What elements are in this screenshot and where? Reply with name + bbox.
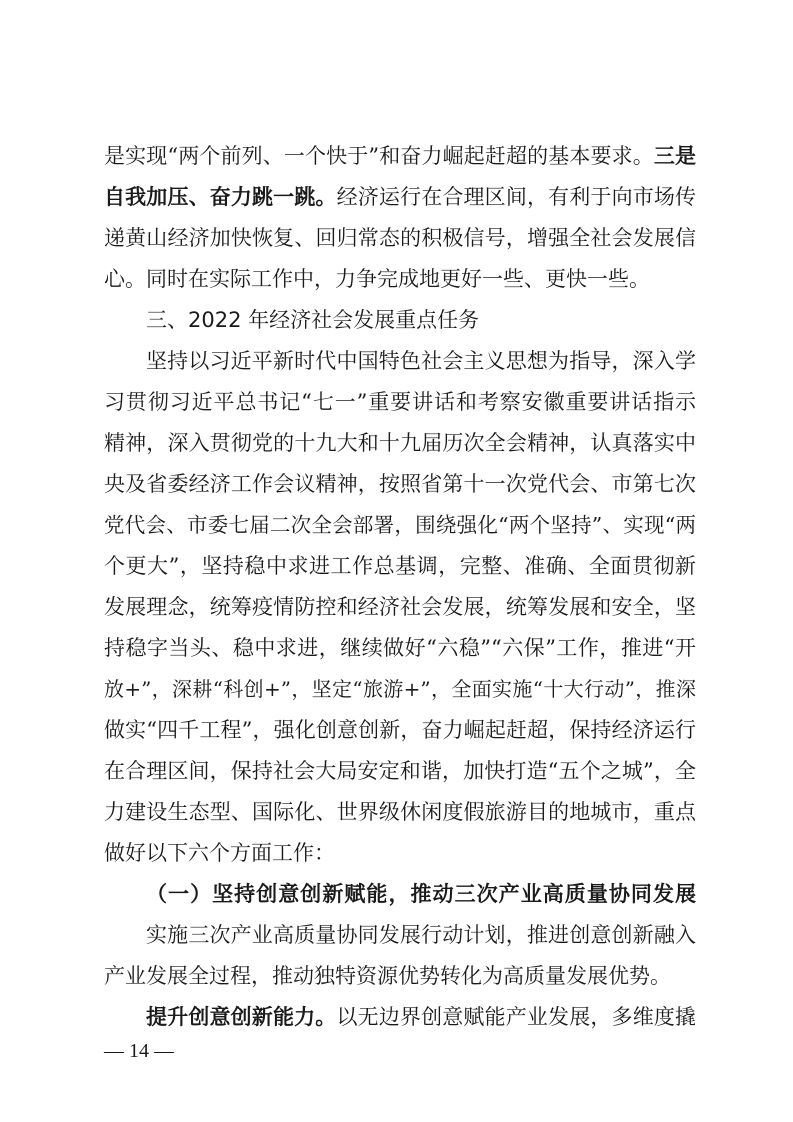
paragraph-line: 党代会、市委七届二次全会部署，围绕强化“两个坚持”、实现“两	[104, 513, 696, 537]
text-run: 以无边界创意赋能产业发展，多维度撬	[336, 1005, 696, 1029]
paragraph-line: 发展理念，统筹疫情防控和经济社会发展，统筹发展和安全，坚	[104, 595, 696, 619]
text-run: 是实现“两个前列、一个快于”和奋力崛起赶超的基本要求。	[104, 144, 654, 168]
paragraph-line: 递黄山经济加快恢复、回归常态的积极信号，增强全社会发展信	[104, 226, 696, 250]
paragraph-line: 做实“四千工程”，强化创意创新，奋力崛起赶超，保持经济运行	[104, 718, 696, 742]
bold-lead-text: 三是	[653, 144, 696, 168]
paragraph-line: 个更大”，坚持稳中求进工作总基调，完整、准确、全面贯彻新	[104, 554, 696, 578]
paragraph-line: 央及省委经济工作会议精神，按照省第十一次党代会、市第七次	[104, 472, 696, 496]
paragraph-line: 产业发展全过程，推动独特资源优势转化为高质量发展优势。	[104, 964, 671, 988]
bold-lead-text: 提升创意创新能力。	[146, 1005, 337, 1029]
subsection-heading: （一）坚持创意创新赋能，推动三次产业高质量协同发展	[146, 882, 696, 906]
page-number: — 14 —	[104, 1040, 174, 1062]
text-run: 经济运行在合理区间，有利于向市场传	[336, 185, 696, 209]
paragraph-line: 实施三次产业高质量协同发展行动计划，推进创意创新融入	[146, 923, 696, 947]
paragraph-line	[104, 182, 696, 212]
paragraph-line: 力建设生态型、国际化、世界级休闲度假旅游目的地城市，重点	[104, 800, 696, 824]
paragraph-line: 精神，深入贯彻党的十九大和十九届历次全会精神，认真落实中	[104, 431, 696, 455]
paragraph-line: 放+”，深耕“科创+”，坚定“旅游+”，全面实施“十大行动”，推深	[104, 677, 696, 701]
paragraph-line: 在合理区间，保持社会大局安定和谐，加快打造“五个之城”，全	[104, 759, 696, 783]
section-heading: 三、2022 年经济社会发展重点任务	[146, 308, 480, 332]
paragraph-line	[146, 1002, 696, 1032]
paragraph-line: 坚持以习近平新时代中国特色社会主义思想为指导，深入学	[146, 349, 696, 373]
paragraph-line: 做好以下六个方面工作：	[104, 841, 335, 865]
paragraph-line: 心。同时在实际工作中，力争完成地更好一些、更快一些。	[104, 267, 650, 291]
paragraph-line: 持稳字当头、稳中求进，继续做好“六稳”“六保”工作，推进“开	[104, 636, 696, 660]
bold-lead-text: 自我加压、奋力跳一跳。	[104, 185, 337, 209]
paragraph-line: 习贯彻习近平总书记“七一”重要讲话和考察安徽重要讲话指示	[104, 390, 696, 414]
paragraph-line	[104, 141, 696, 171]
